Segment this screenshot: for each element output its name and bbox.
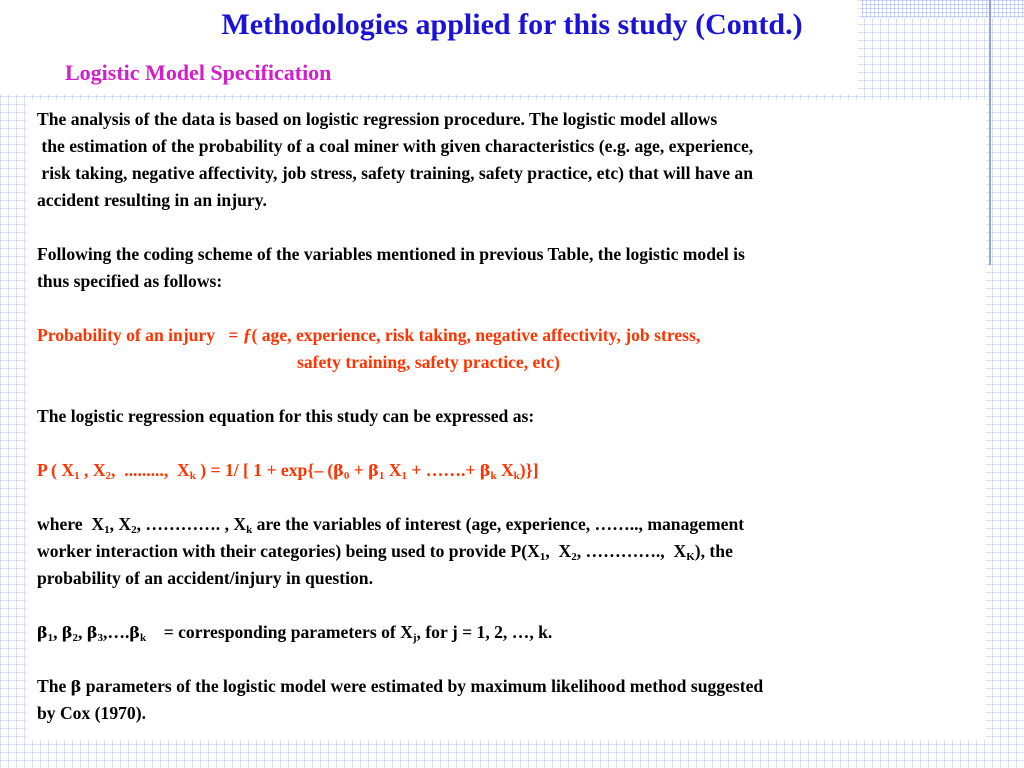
spec-lhs: Probability of an injury = bbox=[37, 325, 243, 345]
beta-symbol: β bbox=[70, 677, 82, 696]
intro-paragraph bbox=[37, 106, 997, 214]
beta-symbol: β bbox=[37, 623, 48, 642]
function-symbol: ƒ bbox=[242, 325, 252, 345]
text-line: worker interaction with their categories) being used to provide $P(X_1$, $X_2$, …………., $X_K$), the bbox=[37, 541, 733, 563]
text-line: risk taking, negative affectivity, job stress, safety training, safety practice, etc) that will have an bbox=[37, 163, 754, 183]
text-line: The β parameters of the logistic model were estimated by maximum likelihood method suggested bbox=[37, 676, 764, 696]
text-line: probability of an accident/injury in question. bbox=[37, 568, 373, 588]
text-line: where $X_1$, $X_2$, …………. , $X_k$ are the variables of interest (age, experience, …….., management bbox=[37, 514, 745, 536]
text-line: The analysis of the data is based on logistic regression procedure. The logistic model allows bbox=[37, 109, 718, 129]
where-paragraph bbox=[37, 511, 997, 592]
model-specification bbox=[37, 322, 997, 376]
text-line: by Cox (1970). bbox=[37, 703, 146, 723]
logistic-equation: P ( $X_1$ , $X_2$, ........., $X_k$ ) = 1/ [ 1 + exp{– ($\beta_0 + \beta_1$ $X_1$ + …….+ $\beta_k$ $X_k$)}] bbox=[37, 460, 539, 482]
beta-symbol: β bbox=[368, 461, 379, 480]
text-line: The logistic regression equation for this study can be expressed as: bbox=[37, 406, 535, 426]
spec-line-continued: safety training, safety practice, etc) bbox=[297, 352, 560, 372]
slide-subtitle: Logistic Model Specification bbox=[65, 60, 332, 85]
slide-title: Methodologies applied for this study (Contd.) bbox=[221, 8, 803, 41]
parameter-definition: $\beta_1$, $\beta_2$, $\beta_3,\dots.\beta_k$ = corresponding parameters of $X_j$, for j = 1, 2, …, k. bbox=[37, 622, 553, 644]
beta-symbol: β bbox=[333, 461, 344, 480]
beta-symbol: β bbox=[61, 623, 73, 642]
beta-symbol: β bbox=[129, 623, 140, 642]
beta-symbol: β bbox=[86, 623, 98, 642]
equation-intro bbox=[37, 403, 997, 430]
slide-body bbox=[37, 106, 997, 727]
text-line: thus specified as follows: bbox=[37, 271, 223, 291]
text-line: the estimation of the probability of a coal miner with given characteristics (e.g. age, experience, bbox=[37, 136, 754, 156]
estimation-paragraph bbox=[37, 673, 997, 727]
spec-line bbox=[37, 322, 997, 349]
coding-paragraph bbox=[37, 241, 997, 295]
beta-symbol: β bbox=[479, 461, 491, 480]
text-line: accident resulting in an injury. bbox=[37, 190, 267, 210]
text-line: Following the coding scheme of the variables mentioned in previous Table, the logistic model is bbox=[37, 244, 745, 264]
spec-rhs: ( age, experience, risk taking, negative affectivity, job stress, bbox=[251, 325, 701, 345]
